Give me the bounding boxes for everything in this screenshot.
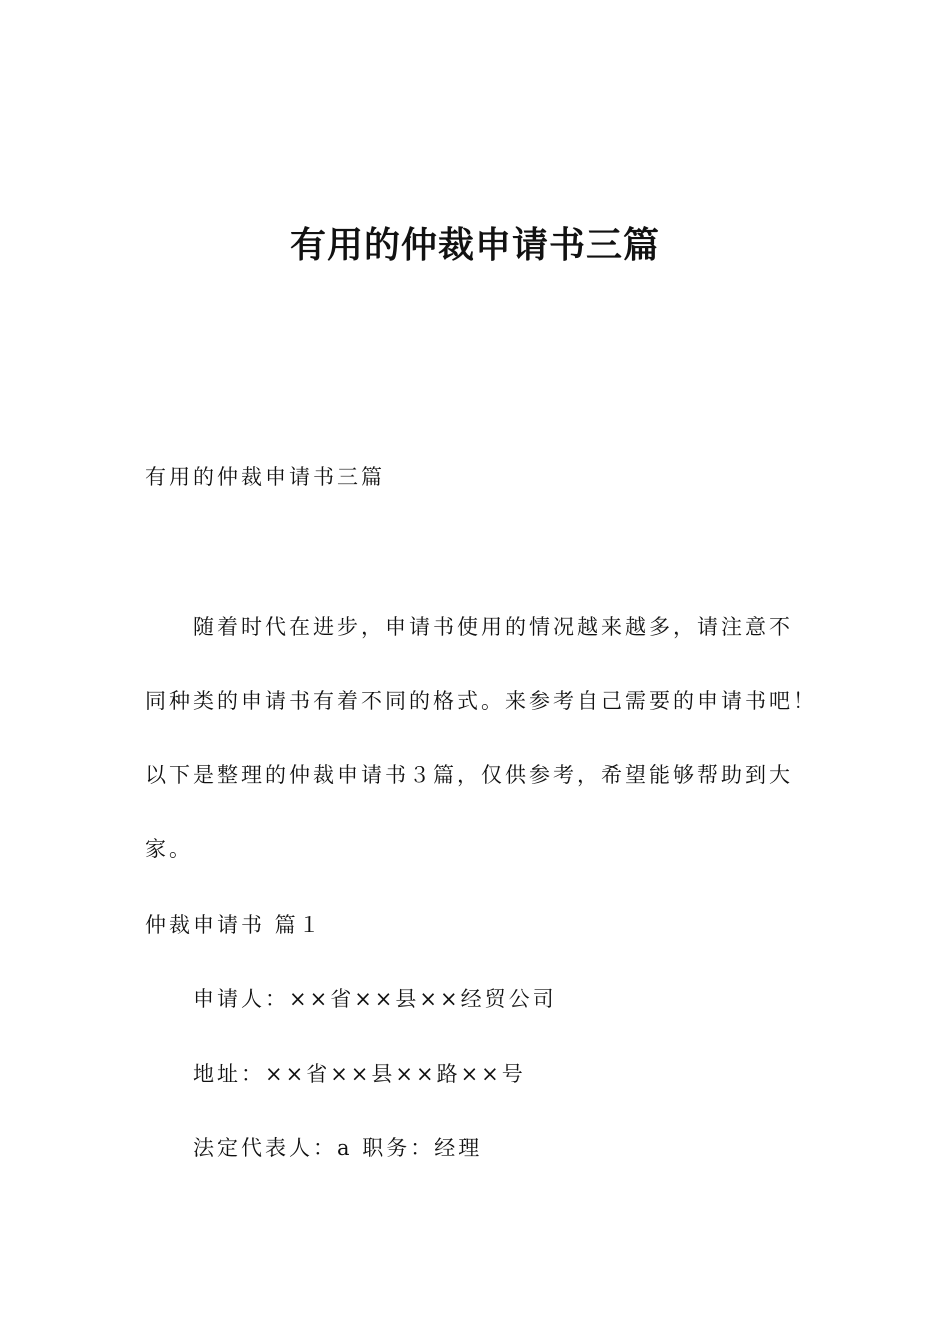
intro-line-4: 家。 [145, 837, 193, 861]
section-heading: 仲裁申请书 篇１ [145, 913, 323, 937]
address-field: 地址：××省××县××路××号 [193, 1062, 526, 1086]
applicant-field: 申请人：××省××县××经贸公司 [193, 987, 557, 1011]
legal-representative-field: 法定代表人：a 职务：经理 [193, 1136, 483, 1160]
intro-line-2: 同种类的申请书有着不同的格式。来参考自己需要的申请书吧！ [145, 689, 817, 713]
intro-line-1: 随着时代在进步，申请书使用的情况越来越多，请注意不 [193, 615, 793, 639]
document-subtitle: 有用的仲裁申请书三篇 [145, 465, 385, 489]
document-title: 有用的仲裁申请书三篇 [289, 225, 660, 266]
intro-line-3: 以下是整理的仲裁申请书３篇，仅供参考，希望能够帮助到大 [145, 763, 793, 787]
